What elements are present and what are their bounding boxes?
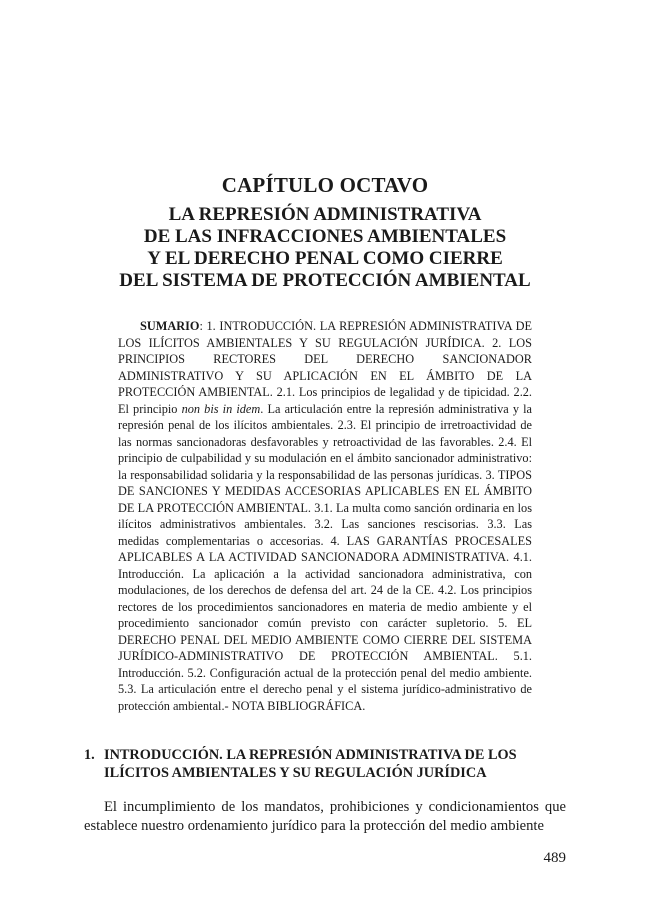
summary-label: SUMARIO <box>140 319 200 333</box>
summary-italic-term: non bis in idem <box>181 401 261 416</box>
summary-text <box>118 318 532 714</box>
section-number: 1. <box>84 747 95 763</box>
summary-block <box>118 318 532 714</box>
summary-text-part-1: : 1. INTRODUCCIÓN. LA REPRESIÓN ADMINISTRATIVA DE LOS ILÍCITOS AMBIENTALES Y SU REGULACIÓN JURÍDICA. 2. LOS PRINCIPIOS RECTORES DEL DERECHO SANCIONADOR ADMINISTRATIVO Y SU APLICACIÓN EN EL ÁMBITO DE LA PROTECCIÓN AMBIENTAL. 2.1. Los principios de legalidad y de tipicidad. 2.2. El principio <box>118 319 532 416</box>
chapter-title-line: DEL SISTEMA DE PROTECCIÓN AMBIENTAL <box>119 270 531 291</box>
page-number: 489 <box>543 850 566 866</box>
body-paragraph: El incumplimiento de los mandatos, prohibiciones y condicionamientos que establece nuestro ordenamiento jurídico para la protección del medio ambiente <box>84 799 566 834</box>
chapter-heading: CAPÍTULO OCTAVO <box>221 173 429 197</box>
chapter-title-line: LA REPRESIÓN ADMINISTRATIVA <box>168 204 482 225</box>
chapter-title <box>60 204 590 292</box>
summary-text-part-2: . La articulación entre la represión administrativa y la represión penal de los ilícitos ambientales. 2.3. El principio de irretroactividad de las normas sancionadoras desfavorables y retroactividad de las favorables. 2.4. El principio de culpabilidad y su modulación en el ámbito sancionador administrativo: la responsabilidad solidaria y la responsabilidad de las personas jurídicas. 3. TIPOS DE SANCIONES Y MEDIDAS ACCESORIAS APLICABLES EN EL ÁMBITO DE LA PROTECCIÓN AMBIENTAL. 3.1. La multa como sanción ordinaria en los ilícitos administrativos ambientales. 3.2. Las sanciones rescisorias. 3.3. Las medidas complementarias o accesorias. 4. LAS GARANTÍAS PROCESALES APLICABLES A LA ACTIVIDAD SANCIONADORA ADMINISTRATIVA. 4.1. Introducción. La aplicación a la actividad sancionadora administrativa, con modulaciones, de los derechos de defensa del art. 24 de la CE. 4.2. Los principios rectores de los procedimientos sancionadores en materia de medio ambiente y el procedimiento sancionador común previsto con carácter supletorio. 5. EL DERECHO PENAL DEL MEDIO AMBIENTE COMO CIERRE DEL SISTEMA JURÍDICO-ADMINISTRATIVO DE PROTECCIÓN AMBIENTAL. 5.1. Introducción. 5.2. Configuración actual de la protección penal del medio ambiente. 5.3. La articulación entre el derecho penal y el sistema jurídico-administrativo de protección ambiental.- NOTA BIBLIOGRÁFICA. <box>118 401 532 713</box>
section-heading <box>84 746 554 782</box>
section-title: INTRODUCCIÓN. LA REPRESIÓN ADMINISTRATIVA DE LOS ILÍCITOS AMBIENTALES Y SU REGULACIÓN JURÍDICA <box>104 747 517 781</box>
chapter-title-line: Y EL DERECHO PENAL COMO CIERRE <box>147 248 503 269</box>
chapter-title-line: DE LAS INFRACCIONES AMBIENTALES <box>143 226 507 247</box>
